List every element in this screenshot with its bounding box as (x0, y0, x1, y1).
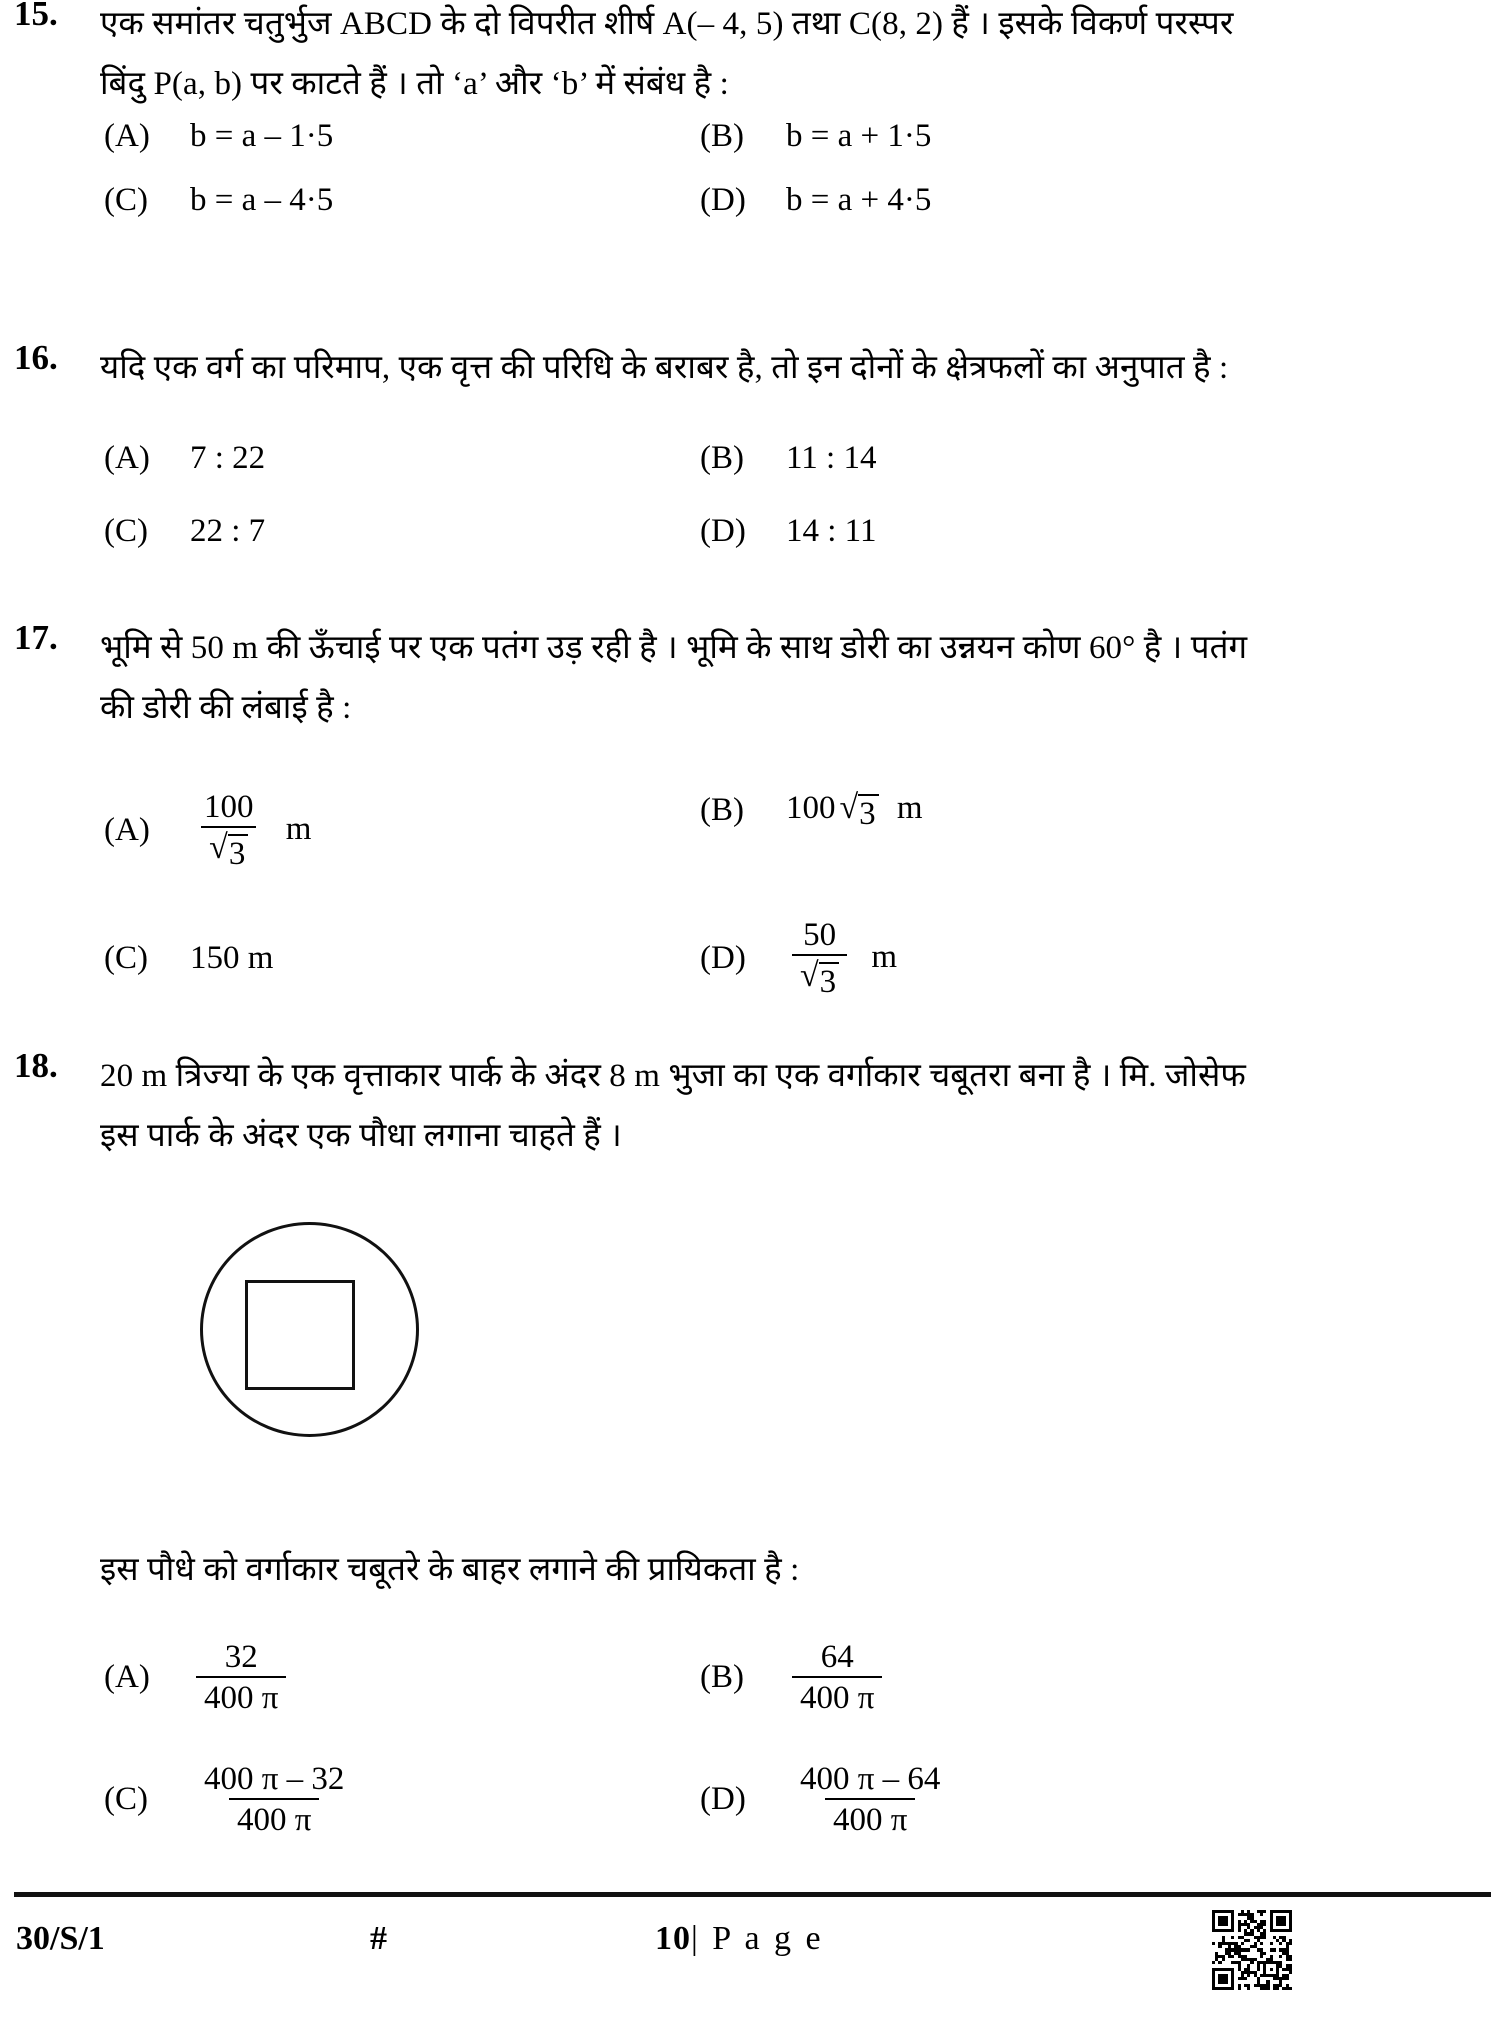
option-value: 7 : 22 (190, 440, 266, 476)
question-line: की डोरी की लंबाई है : (100, 690, 352, 726)
question-text (100, 1046, 1490, 1166)
option-c[interactable] (104, 182, 333, 219)
fraction-numerator: 32 (224, 1639, 258, 1675)
radical-sign: √ (839, 789, 859, 826)
option-value: b = a – 1·5 (190, 118, 334, 154)
page-number-value: 10 (655, 1920, 691, 1957)
radical-sign: √ (800, 957, 819, 995)
fraction (792, 918, 847, 1000)
fraction (196, 1762, 352, 1838)
option-value (786, 918, 897, 1000)
question-line: इस पौधे को वर्गाकार चबूतरे के बाहर लगाने की प्रायिकता है : (100, 1552, 800, 1588)
option-value (786, 1640, 888, 1716)
option-label: (B) (700, 1659, 744, 1696)
radicand: 3 (819, 962, 840, 1000)
radicand: 3 (858, 794, 879, 832)
question-text (100, 1540, 1490, 1600)
option-label: (C) (104, 940, 148, 976)
option-label: (C) (104, 1781, 148, 1818)
option-label: (A) (104, 812, 150, 849)
option-label: (D) (700, 1781, 746, 1818)
square-root (840, 791, 879, 832)
option-value: b = a + 4·5 (786, 182, 932, 218)
option-value: 22 : 7 (190, 513, 266, 549)
question-number: 15. (14, 0, 58, 33)
page-footer (0, 1920, 1505, 2010)
fraction-denominator: 400 π (825, 1798, 915, 1837)
option-label: (C) (104, 513, 148, 549)
radical-sign: √ (209, 829, 228, 867)
question-text (100, 618, 1490, 738)
option-label: (B) (700, 792, 744, 829)
fraction-denominator: 400 π (229, 1798, 319, 1837)
option-c[interactable] (104, 1762, 358, 1838)
qr-code (1212, 1910, 1292, 1990)
option-label: (C) (104, 182, 148, 218)
fraction-numerator: 64 (820, 1639, 854, 1675)
option-a[interactable] (104, 790, 311, 872)
option-label: (D) (700, 182, 746, 218)
qr-code-grid (1212, 1910, 1292, 1990)
page-word: | P a g e (691, 1920, 824, 1957)
page-number (655, 1920, 824, 1958)
option-label: (B) (700, 118, 744, 154)
option-label: (A) (104, 118, 150, 154)
fraction-numerator: 100 (204, 789, 254, 825)
hash-mark: # (370, 1920, 387, 1957)
question-number: 16. (14, 338, 58, 377)
question-line: भूमि से 50 m की ऊँचाई पर एक पतंग उड़ रही है । भूमि के साथ डोरी का उन्नयन कोण 60° है । पतंग (100, 630, 1248, 666)
fraction (792, 1640, 882, 1716)
square-root (800, 959, 839, 1000)
unit-label: m (896, 790, 923, 826)
option-d[interactable] (700, 513, 876, 550)
option-b[interactable] (700, 440, 876, 477)
question-line: यदि एक वर्ग का परिमाप, एक वृत्त की परिधि के बराबर है, तो इन दोनों के क्षेत्रफलों का अनुपात है : (100, 350, 1229, 386)
fraction (196, 1640, 286, 1716)
option-value (190, 1640, 292, 1716)
platform-square-shape (245, 1280, 355, 1390)
option-c[interactable] (104, 513, 265, 550)
coefficient: 100 (786, 790, 836, 826)
question-number: 17. (14, 618, 58, 657)
option-label: (B) (700, 440, 744, 476)
question-text (100, 338, 1490, 398)
square-root (209, 831, 248, 872)
option-value: b = a – 4·5 (190, 182, 334, 218)
option-value (786, 1762, 954, 1838)
footer-divider (14, 1892, 1491, 1897)
option-label: (D) (700, 513, 746, 549)
question-line: इस पार्क के अंदर एक पौधा लगाना चाहते हैं । (100, 1118, 622, 1154)
option-value: 14 : 11 (786, 513, 877, 549)
unit-label: m (285, 810, 312, 847)
option-value: 150 m (190, 940, 274, 976)
fraction-numerator: 400 π – 32 (204, 1761, 345, 1797)
option-c[interactable] (104, 940, 273, 977)
radicand: 3 (228, 834, 249, 872)
fraction-denominator (201, 826, 256, 872)
fraction (196, 790, 262, 872)
fraction-numerator: 50 (803, 917, 837, 953)
question-line: 20 m त्रिज्या के एक वृत्ताकार पार्क के अंदर 8 m भुजा का एक वर्गाकार चबूतरा बना है । मि. जोसेफ (100, 1058, 1246, 1094)
option-b[interactable] (700, 790, 923, 832)
question-line: एक समांतर चतुर्भुज ABCD के दो विपरीत शीर्ष A(– 4, 5) तथा C(8, 2) हैं । इसके विकर्ण परस्पर (100, 6, 1234, 42)
circular-park-diagram (195, 1200, 515, 1530)
option-value: 11 : 14 (786, 440, 877, 476)
option-d[interactable] (700, 182, 931, 219)
question-number: 18. (14, 1046, 58, 1085)
option-label: (A) (104, 1659, 150, 1696)
fraction-denominator (792, 954, 847, 1000)
option-b[interactable] (700, 118, 931, 155)
option-label: (A) (104, 440, 150, 476)
option-a[interactable] (104, 118, 333, 155)
fraction-numerator: 400 π – 64 (800, 1761, 941, 1797)
option-value: b = a + 1·5 (786, 118, 932, 154)
option-value (190, 790, 311, 872)
paper-code: 30/S/1 (16, 1920, 105, 1957)
option-value (786, 790, 923, 832)
option-d[interactable] (700, 1762, 954, 1838)
option-a[interactable] (104, 1640, 292, 1716)
fraction-denominator: 400 π (196, 1676, 286, 1715)
question-text (100, 0, 1490, 114)
fraction (792, 1762, 948, 1838)
option-b[interactable] (700, 1640, 888, 1716)
unit-label: m (871, 938, 898, 975)
fraction-denominator: 400 π (792, 1676, 882, 1715)
question-line: बिंदु P(a, b) पर काटते हैं । तो ‘a’ और ‘b’ में संबंध है : (100, 66, 729, 102)
option-d[interactable] (700, 918, 897, 1000)
option-value (190, 1762, 358, 1838)
option-a[interactable] (104, 440, 265, 477)
option-label: (D) (700, 940, 746, 977)
